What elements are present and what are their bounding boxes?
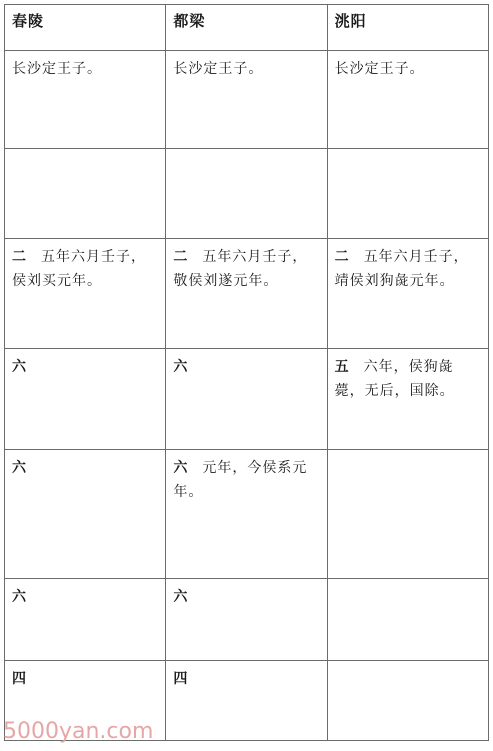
cell-number: 六: [12, 359, 27, 375]
table-cell: [166, 239, 327, 349]
table-cell: [166, 450, 327, 579]
table-cell: [166, 51, 327, 149]
table-cell: [5, 239, 166, 349]
table-cell: [166, 149, 327, 239]
cell-number: 六: [173, 589, 189, 605]
cell-number: 四: [173, 671, 189, 687]
header-cell: 都梁: [166, 5, 327, 51]
cell-number: 六: [12, 460, 27, 476]
cell-number: 二: [173, 249, 189, 265]
table-cell: [5, 450, 166, 579]
table-row: [5, 149, 489, 239]
header-cell: 春陵: [5, 5, 166, 51]
cell-number: 六: [12, 589, 27, 605]
watermark-text: 5000yan.com: [3, 719, 154, 744]
table-body: [5, 51, 489, 741]
table-cell: [166, 661, 327, 741]
cell-number: 六: [173, 460, 189, 476]
table-cell: [327, 450, 488, 579]
table-cell: [5, 149, 166, 239]
header-row: [5, 5, 489, 51]
cell-text: 长沙定王子。: [12, 61, 102, 77]
cell-number: 六: [173, 359, 189, 375]
cell-number: 四: [12, 671, 27, 687]
cell-number: 五: [334, 359, 350, 375]
table-cell: [166, 349, 327, 450]
cell-text: 六年，侯狗彘薨，无后，国除。: [334, 359, 455, 399]
history-table: [4, 4, 489, 741]
cell-text: 长沙定王子。: [334, 61, 425, 77]
cell-number: 二: [12, 249, 27, 265]
table-cell: [5, 579, 166, 661]
table-cell: [327, 579, 488, 661]
table-row: [5, 239, 489, 349]
table-cell: [327, 661, 488, 741]
header-cell: 洮阳: [327, 5, 488, 51]
cell-text: 长沙定王子。: [173, 61, 264, 77]
cell-number: 二: [334, 249, 350, 265]
table-row: [5, 349, 489, 450]
table-row: [5, 579, 489, 661]
cell-text: 五年六月壬子，侯刘买元年。: [12, 249, 146, 289]
table-cell: [5, 349, 166, 450]
cell-text: 元年，今侯系元年。: [173, 460, 308, 500]
table-row: [5, 51, 489, 149]
table-cell: [5, 51, 166, 149]
table-cell: [327, 239, 488, 349]
table-cell: [327, 51, 488, 149]
table-cell: [327, 149, 488, 239]
table-row: [5, 450, 489, 579]
cell-text: 五年六月壬子，靖侯刘狗彘元年。: [334, 249, 469, 289]
table-cell: [327, 349, 488, 450]
table-cell: [166, 579, 327, 661]
cell-text: 五年六月壬子，敬侯刘遂元年。: [173, 249, 308, 289]
